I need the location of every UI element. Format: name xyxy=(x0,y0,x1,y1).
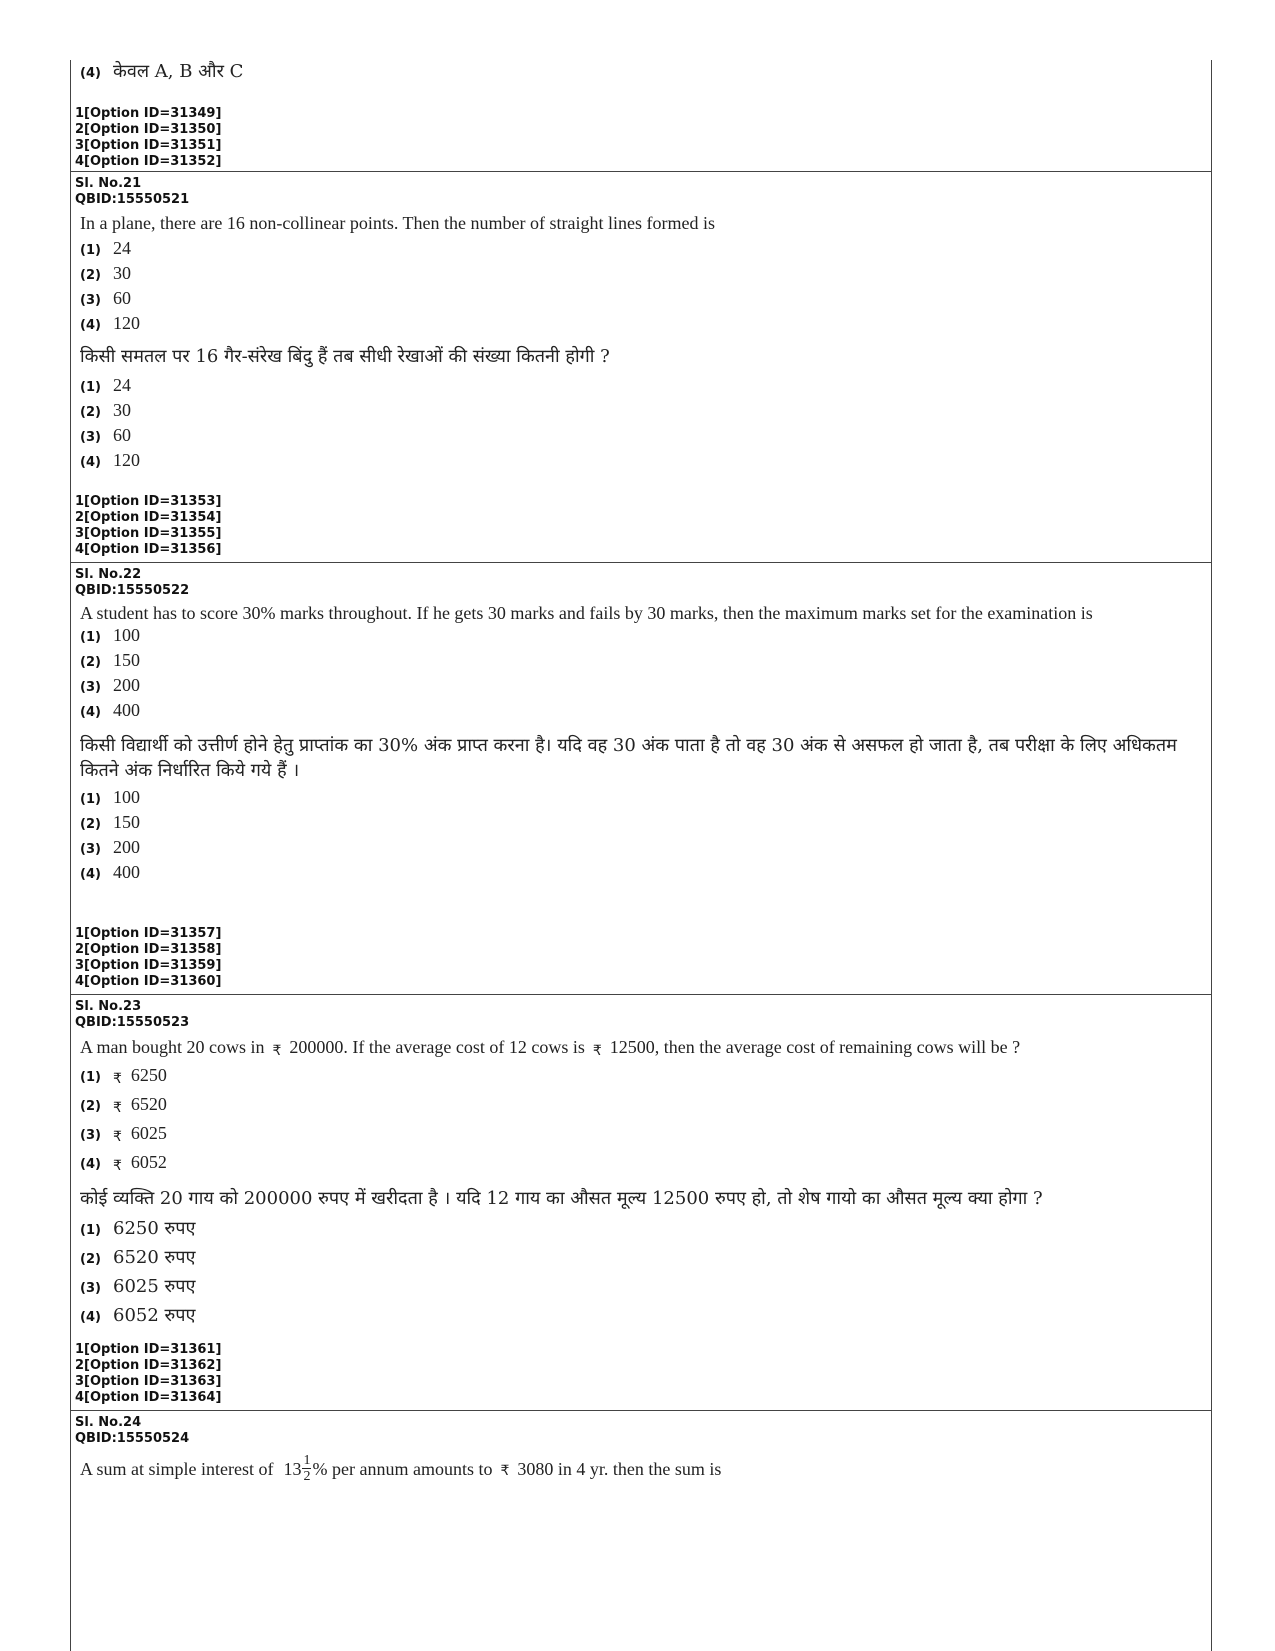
option-text: 100 xyxy=(113,625,140,645)
serial-number: Sl. No.21 xyxy=(75,176,142,191)
option-text: 200 xyxy=(113,837,140,857)
option-text: 400 xyxy=(113,862,140,882)
option-number: (4) xyxy=(80,318,101,333)
option-text: 6052 रुपए xyxy=(113,1305,196,1326)
serial-number: Sl. No.22 xyxy=(75,567,142,582)
option-text: 6025 रुपए xyxy=(113,1276,196,1297)
option-id-line: 2[Option ID=31358] xyxy=(75,942,222,957)
option-text: 120 xyxy=(113,450,140,470)
option-item xyxy=(80,812,1211,837)
option-number: (1) xyxy=(80,1070,101,1085)
question-text-english: In a plane, there are 16 non-collinear points. Then the number of straight lines formed is xyxy=(80,213,715,233)
option-number: (2) xyxy=(80,817,101,832)
option-number: (4) xyxy=(80,455,101,470)
option-id-line: 2[Option ID=31362] xyxy=(75,1358,222,1373)
option-id-line: 1[Option ID=31349] xyxy=(75,106,222,121)
option-number: (2) xyxy=(80,655,101,670)
option-id-line: 4[Option ID=31360] xyxy=(75,974,222,989)
option-text: 6520 xyxy=(130,1094,167,1114)
fraction-denominator: 2 xyxy=(303,1469,311,1484)
option-item xyxy=(80,450,1211,475)
question-block-22 xyxy=(71,567,1211,887)
option-item xyxy=(80,1123,1211,1152)
option-item xyxy=(80,1065,1211,1094)
option-id-line: 3[Option ID=31363] xyxy=(75,1374,222,1389)
question-text-english: A student has to score 30% marks throughout. If he gets 30 marks and fails by 30 marks, then the maximum marks set for the examination is xyxy=(80,603,1093,623)
option-item xyxy=(80,1152,1211,1181)
option-number: (3) xyxy=(80,1128,101,1143)
option-number: (3) xyxy=(80,680,101,695)
option-id-line: 1[Option ID=31353] xyxy=(75,494,222,509)
rupee-icon: ₹ xyxy=(113,1100,122,1116)
question-text-part: 200000. If the average cost of 12 cows is xyxy=(289,1037,585,1057)
serial-number: Sl. No.23 xyxy=(75,999,142,1014)
option-ids xyxy=(75,1342,221,1406)
rupee-icon: ₹ xyxy=(113,1071,122,1087)
question-text-part: A man bought 20 cows in xyxy=(80,1037,265,1057)
option-id-line: 4[Option ID=31352] xyxy=(75,154,222,169)
option-number: (3) xyxy=(80,293,101,308)
divider xyxy=(71,562,1211,563)
option-number: (2) xyxy=(80,268,101,283)
fraction-numerator: 1 xyxy=(303,1453,311,1468)
option-number: (1) xyxy=(80,380,101,395)
fraction xyxy=(302,1453,311,1484)
option-item xyxy=(80,1275,1211,1304)
question-text-part: % per annum amounts to xyxy=(312,1458,493,1479)
option-item xyxy=(80,675,1211,700)
option-text: 6520 रुपए xyxy=(113,1247,196,1268)
question-text-hindi: किसी विद्यार्थी को उत्तीर्ण होने हेतु प्राप्तांक का 30% अंक प्राप्त करना है। यदि वह 30 अंक पाता है तो वह 30 अंक से असफल हो जाता है, तब परीक्षा के लिए अधिकतम कितने अंक निर्धारित किये गये हैं । xyxy=(80,735,1177,781)
option-number: (1) xyxy=(80,792,101,807)
divider xyxy=(71,171,1211,172)
option-item xyxy=(80,1217,1211,1246)
option-id-line: 4[Option ID=31364] xyxy=(75,1390,222,1405)
rupee-icon: ₹ xyxy=(113,1158,122,1174)
option-item xyxy=(80,400,1211,425)
option-item xyxy=(80,425,1211,450)
rupee-icon: ₹ xyxy=(500,1462,510,1479)
option-text: 60 xyxy=(113,288,131,308)
question-text-english xyxy=(80,1035,1191,1061)
option-text: 6025 xyxy=(130,1123,167,1143)
option-id-line: 4[Option ID=31356] xyxy=(75,542,222,557)
option-item xyxy=(80,1246,1211,1275)
option-number: (1) xyxy=(80,1223,101,1238)
option-text: 150 xyxy=(113,650,140,670)
option-number: (1) xyxy=(80,630,101,645)
option-id-line: 2[Option ID=31354] xyxy=(75,510,222,525)
option-item xyxy=(80,238,1211,263)
serial-number: Sl. No.24 xyxy=(75,1415,142,1430)
option-text: 30 xyxy=(113,400,131,420)
divider xyxy=(71,994,1211,995)
option-item xyxy=(80,650,1211,675)
question-text-hindi: किसी समतल पर 16 गैर-संरेख बिंदु हैं तब सीधी रेखाओं की संख्या कितनी होगी ? xyxy=(80,346,610,367)
question-text-english xyxy=(80,1453,1191,1484)
divider xyxy=(71,1410,1211,1411)
qbid: QBID:15550524 xyxy=(75,1431,190,1446)
rupee-icon: ₹ xyxy=(592,1043,602,1059)
question-block-24 xyxy=(71,1415,1211,1484)
option-number: (2) xyxy=(80,1252,101,1267)
option-number: (4) xyxy=(80,1157,101,1172)
rupee-icon: ₹ xyxy=(113,1129,122,1145)
option-item xyxy=(80,837,1211,862)
option-item xyxy=(80,1304,1211,1333)
option-text: 6250 xyxy=(130,1065,167,1085)
option-number: (4) xyxy=(80,705,101,720)
option-text: 100 xyxy=(113,787,140,807)
question-text-part: 13 xyxy=(283,1458,302,1479)
option-id-line: 3[Option ID=31351] xyxy=(75,138,222,153)
option-id-line: 1[Option ID=31361] xyxy=(75,1342,222,1357)
option-item xyxy=(80,862,1211,887)
qbid: QBID:15550522 xyxy=(75,583,190,598)
rupee-icon: ₹ xyxy=(272,1043,282,1059)
option-id-line: 1[Option ID=31357] xyxy=(75,926,222,941)
option-item xyxy=(80,625,1211,650)
option-text: 6250 रुपए xyxy=(113,1218,196,1239)
qbid: QBID:15550523 xyxy=(75,1015,190,1030)
qbid: QBID:15550521 xyxy=(75,192,190,207)
question-text-part: 3080 in 4 yr. then the sum is xyxy=(517,1458,722,1479)
option-item xyxy=(80,60,1211,86)
option-id-line: 3[Option ID=31355] xyxy=(75,526,222,541)
option-number: (2) xyxy=(80,405,101,420)
option-ids xyxy=(75,106,1211,170)
option-number: (3) xyxy=(80,430,101,445)
option-item xyxy=(80,700,1211,725)
option-number: (1) xyxy=(80,243,101,258)
option-item xyxy=(80,787,1211,812)
option-text: 200 xyxy=(113,675,140,695)
option-text: 24 xyxy=(113,375,131,395)
option-number: (4) xyxy=(80,66,101,81)
option-id-line: 3[Option ID=31359] xyxy=(75,958,222,973)
option-number: (4) xyxy=(80,1310,101,1325)
option-id-line: 2[Option ID=31350] xyxy=(75,122,222,137)
option-text: 24 xyxy=(113,238,131,258)
question-block-23 xyxy=(71,999,1211,1333)
question-text-part: A sum at simple interest of xyxy=(80,1458,274,1479)
option-item xyxy=(80,288,1211,313)
option-text: 400 xyxy=(113,700,140,720)
option-text: 30 xyxy=(113,263,131,283)
question-block-21 xyxy=(71,176,1211,475)
option-item xyxy=(80,313,1211,338)
option-text: केवल A, B और C xyxy=(113,61,244,82)
option-item xyxy=(80,375,1211,400)
option-text: 60 xyxy=(113,425,131,445)
option-item xyxy=(80,263,1211,288)
carry-over-block xyxy=(71,60,1211,170)
option-item xyxy=(80,1094,1211,1123)
option-number: (3) xyxy=(80,1281,101,1296)
option-text: 6052 xyxy=(130,1152,167,1172)
option-ids xyxy=(75,926,221,990)
option-number: (4) xyxy=(80,867,101,882)
option-text: 120 xyxy=(113,313,140,333)
question-text-part: 12500, then the average cost of remaining cows will be ? xyxy=(609,1037,1021,1057)
question-text-hindi: कोई व्यक्ति 20 गाय को 200000 रुपए में खरीदता है । यदि 12 गाय का औसत मूल्य 12500 रुपए हो, तो शेष गायो का औसत मूल्य क्या होगा ? xyxy=(80,1188,1043,1209)
option-text: 150 xyxy=(113,812,140,832)
option-number: (2) xyxy=(80,1099,101,1114)
question-paper-page xyxy=(70,60,1212,1651)
option-ids xyxy=(75,494,221,558)
option-number: (3) xyxy=(80,842,101,857)
